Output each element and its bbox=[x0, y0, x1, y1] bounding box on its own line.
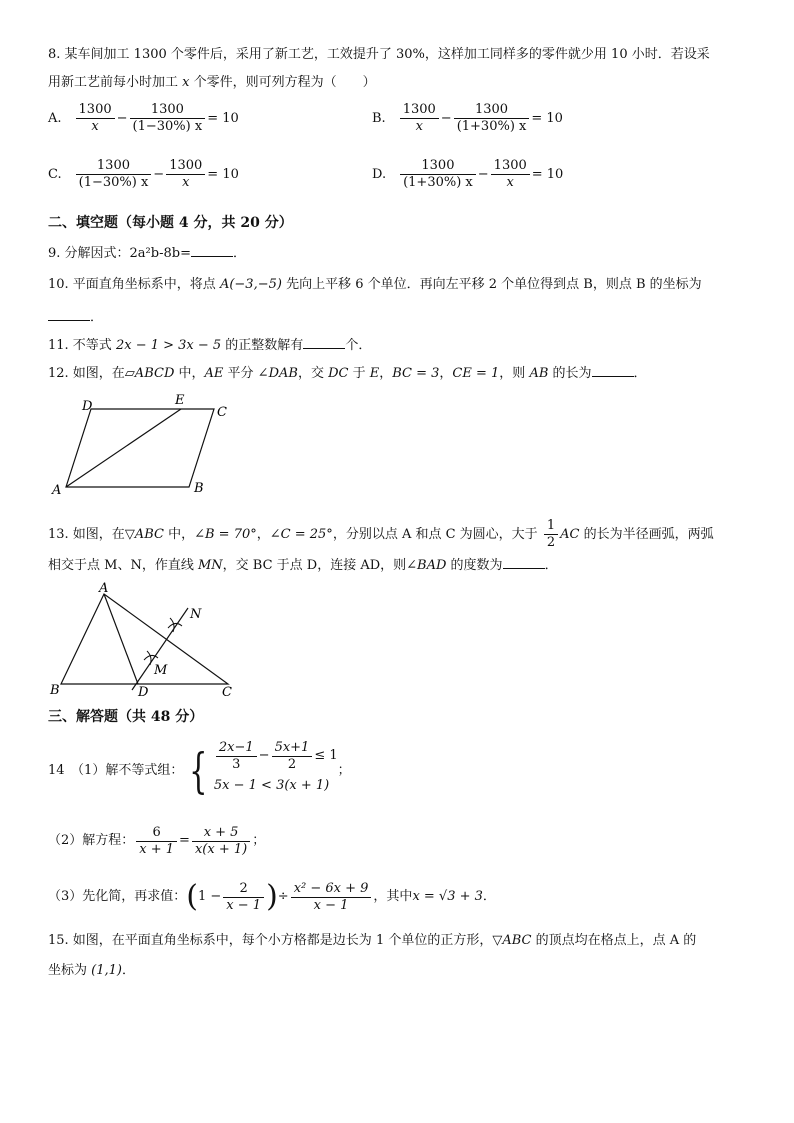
inequality-system bbox=[183, 741, 337, 801]
q14-p3-end: ． bbox=[482, 889, 496, 904]
q12-text: 中， bbox=[174, 366, 205, 381]
q13-angle-c: ∠C = 25° bbox=[269, 527, 333, 542]
frac-den: x bbox=[182, 175, 190, 190]
answer-blank[interactable] bbox=[592, 364, 634, 377]
frac-num: 1300 bbox=[130, 102, 206, 119]
option-label: D. bbox=[372, 167, 387, 182]
fraction bbox=[491, 158, 530, 191]
q12-segment: AB bbox=[529, 366, 549, 381]
frac-den: 2 bbox=[287, 756, 297, 772]
frac-num: 1300 bbox=[76, 158, 152, 175]
q13-angle-bad: ∠BAD bbox=[406, 558, 447, 573]
fraction bbox=[223, 881, 264, 914]
q14-p2-end: ； bbox=[252, 833, 266, 848]
frac-den: x(x + 1) bbox=[194, 841, 248, 857]
section3-title: 三、解答题（共 48 分） bbox=[48, 709, 204, 725]
q8-text-a: 用新工艺前每小时加工 bbox=[48, 75, 183, 90]
fraction bbox=[291, 881, 372, 914]
parallelogram-abcd bbox=[66, 409, 214, 487]
q12-parallelogram: ▱ABCD bbox=[124, 366, 175, 381]
q12-segment: AE bbox=[204, 366, 224, 381]
label-c: C bbox=[217, 405, 227, 420]
answer-blank[interactable] bbox=[191, 244, 233, 257]
fraction bbox=[166, 158, 205, 191]
frac-num: 6 bbox=[136, 825, 177, 842]
arc-mark-m2 bbox=[147, 651, 151, 665]
frac-num: 1300 bbox=[400, 158, 476, 175]
frac-den: x bbox=[506, 175, 514, 190]
fraction bbox=[136, 825, 177, 858]
operator: − bbox=[477, 167, 489, 182]
q12-text: ，则 bbox=[499, 366, 530, 381]
q9-end: ． bbox=[232, 246, 246, 261]
frac-den: (1+30%) x bbox=[403, 175, 473, 190]
q8-option-d[interactable] bbox=[372, 158, 563, 191]
fraction bbox=[454, 102, 530, 135]
q10-end: ． bbox=[90, 310, 104, 325]
q8-line1 bbox=[48, 46, 710, 64]
q12-given: BC = 3 bbox=[392, 366, 440, 381]
q13-triangle: ▽ABC bbox=[124, 527, 164, 542]
q13-text: ，交 BC 于点 D，连接 AD，则 bbox=[222, 558, 407, 573]
q14-part3 bbox=[48, 874, 496, 920]
frac-den: x − 1 bbox=[226, 897, 262, 913]
q12-segment: DC bbox=[328, 366, 349, 381]
equals: = bbox=[179, 833, 190, 848]
paren-close-icon: ) bbox=[266, 879, 278, 914]
frac-den: (1−30%) x bbox=[78, 175, 149, 190]
q14-p2-label: （2）解方程： bbox=[48, 833, 135, 848]
q15-line1 bbox=[48, 932, 696, 950]
triangle-abc bbox=[61, 594, 228, 684]
q13-line2 bbox=[48, 556, 558, 575]
fraction bbox=[192, 825, 250, 858]
fraction-half bbox=[544, 518, 558, 551]
q14-p1-label: 14 （1）解不等式组： bbox=[48, 763, 184, 778]
q13-text: 相交于点 M、N，作直线 bbox=[48, 558, 198, 573]
q12-point: E bbox=[369, 366, 380, 381]
q12-given: CE = 1 bbox=[452, 366, 500, 381]
operator: − bbox=[440, 111, 452, 126]
label-m: M bbox=[154, 663, 168, 678]
q13-text: 的长为半径画弧，两弧 bbox=[579, 527, 714, 542]
q8-option-a[interactable] bbox=[48, 102, 239, 135]
segment-ad bbox=[104, 594, 138, 684]
frac-den: x + 1 bbox=[139, 841, 175, 857]
q14-part1 bbox=[48, 738, 351, 804]
operator: − bbox=[258, 748, 270, 763]
section3-heading bbox=[48, 708, 203, 726]
q13-text: 的度数为 bbox=[446, 558, 503, 573]
q10-point: A(−3,−5) bbox=[219, 277, 282, 292]
one-minus: 1 − bbox=[198, 889, 222, 904]
system-row-2 bbox=[214, 771, 338, 801]
divide: ÷ bbox=[277, 889, 289, 904]
row2-text: 5x − 1 < 3(x + 1) bbox=[213, 778, 330, 793]
option-label: B. bbox=[372, 111, 386, 126]
label-d: D bbox=[82, 399, 93, 414]
q11 bbox=[48, 336, 371, 355]
label-e: E bbox=[175, 393, 185, 408]
q15-line2 bbox=[48, 962, 135, 980]
q13-end: ． bbox=[544, 558, 558, 573]
fraction bbox=[400, 102, 439, 135]
frac-num: x + 5 bbox=[192, 825, 250, 842]
q8-line2 bbox=[48, 74, 376, 92]
frac-num: 2x−1 bbox=[216, 740, 257, 757]
figure-parallelogram bbox=[44, 392, 244, 502]
q13-angle-b: ∠B = 70° bbox=[194, 527, 257, 542]
q8-option-c[interactable] bbox=[48, 158, 239, 191]
label-d: D bbox=[138, 685, 149, 700]
q10-text-a: 10. 平面直角坐标系中，将点 bbox=[48, 277, 220, 292]
q15-coord: (1,1) bbox=[91, 963, 122, 978]
system-rows bbox=[214, 741, 338, 801]
q12-text: 的长为 bbox=[548, 366, 592, 381]
label-c: C bbox=[222, 685, 232, 700]
fraction bbox=[76, 158, 152, 191]
section2-title: 二、填空题（每小题 4 分，共 20 分） bbox=[48, 215, 293, 231]
where-text: ，其中 bbox=[373, 889, 413, 904]
frac-num: 1300 bbox=[400, 102, 439, 119]
fraction bbox=[272, 740, 313, 773]
frac-den: (1−30%) x bbox=[132, 119, 203, 134]
q13-text: 13. 如图，在 bbox=[48, 527, 125, 542]
frac-num: 1 bbox=[544, 518, 558, 535]
q14-p1-end: ； bbox=[337, 763, 351, 778]
rhs: = 10 bbox=[531, 111, 563, 126]
q14-part2 bbox=[48, 818, 265, 864]
q8-var: x bbox=[182, 75, 190, 90]
q14-p3-label: （3）先化简，再求值： bbox=[48, 889, 187, 904]
q13-text: ，分别以点 A 和点 C 为圆心，大于 bbox=[332, 527, 542, 542]
section2-heading bbox=[48, 214, 293, 232]
label-a: A bbox=[52, 483, 62, 498]
fraction bbox=[130, 102, 206, 135]
rhs: = 10 bbox=[207, 111, 239, 126]
q9-text: 9. 分解因式：2a²b-8b= bbox=[48, 246, 191, 261]
label-n: N bbox=[190, 607, 202, 622]
option-label: C. bbox=[48, 167, 62, 182]
system-row-1 bbox=[214, 741, 338, 771]
q12-text: 平分 bbox=[223, 366, 258, 381]
frac-num: 1300 bbox=[491, 158, 530, 175]
frac-den: x bbox=[415, 119, 423, 134]
q15-triangle: ▽ABC bbox=[492, 933, 532, 948]
q12-end: ． bbox=[633, 366, 647, 381]
frac-den: 3 bbox=[232, 756, 241, 772]
q10 bbox=[48, 276, 702, 294]
q15-text: 15. 如图，在平面直角坐标系中，每个小方格都是边长为 1 个单位的正方形， bbox=[48, 933, 493, 948]
q15-text: 坐标为 bbox=[48, 963, 92, 978]
option-label: A. bbox=[48, 111, 62, 126]
frac-num: 1300 bbox=[76, 102, 115, 119]
q12-text: ， bbox=[379, 366, 393, 381]
answer-blank[interactable] bbox=[503, 556, 545, 569]
frac-num: 1300 bbox=[166, 158, 205, 175]
fraction bbox=[400, 158, 476, 191]
q11-text-a: 11. 不等式 bbox=[48, 338, 116, 353]
q11-inequality: 2x − 1 > 3x − 5 bbox=[115, 338, 222, 353]
frac-num: 1300 bbox=[454, 102, 530, 119]
frac-num: 2 bbox=[223, 881, 264, 898]
q8-text-b: 个零件，则可列方程为（ ） bbox=[189, 75, 376, 90]
q15-end: ． bbox=[121, 963, 135, 978]
label-a: A bbox=[99, 582, 109, 596]
brace-icon: { bbox=[189, 743, 208, 799]
q12 bbox=[48, 364, 647, 383]
q12-text: 12. 如图，在 bbox=[48, 366, 125, 381]
q13-text: 中， bbox=[163, 527, 195, 542]
label-b: B bbox=[50, 683, 60, 698]
q10-line2 bbox=[48, 308, 103, 327]
label-b: B bbox=[194, 481, 204, 496]
q13-text: ， bbox=[256, 527, 270, 542]
operator: − bbox=[116, 111, 128, 126]
q12-text: ，交 bbox=[297, 366, 329, 381]
q13-line-mn: MN bbox=[197, 558, 223, 573]
fraction bbox=[216, 740, 257, 773]
operator: − bbox=[153, 167, 165, 182]
frac-den: (1+30%) x bbox=[456, 119, 527, 134]
frac-den: 2 bbox=[546, 535, 556, 550]
segment-ae bbox=[66, 409, 181, 487]
q10-text-b: 先向上平移 6 个单位．再向左平移 2 个单位得到点 B，则点 B 的坐标为 bbox=[281, 277, 702, 292]
paren-open-icon: ( bbox=[186, 879, 198, 914]
rhs: = 10 bbox=[207, 167, 239, 182]
q13-segment: AC bbox=[560, 527, 580, 542]
rhs: ≤ 1 bbox=[314, 748, 338, 763]
q12-text: 于 bbox=[348, 366, 370, 381]
rhs: = 10 bbox=[531, 167, 564, 182]
q8-option-b[interactable] bbox=[372, 102, 563, 135]
q11-text-b: 的正整数解有 bbox=[221, 338, 304, 353]
fraction bbox=[76, 102, 115, 135]
figure-triangle bbox=[44, 582, 244, 700]
q8-text: 8. 某车间加工 1300 个零件后，采用了新工艺，工效提升了 30%，这样加工同样多的零件就少用 10 小时．若设采 bbox=[48, 47, 710, 62]
q9 bbox=[48, 244, 246, 263]
q12-text: ， bbox=[439, 366, 453, 381]
frac-den: x − 1 bbox=[313, 897, 349, 913]
answer-blank[interactable] bbox=[48, 308, 90, 321]
answer-blank[interactable] bbox=[303, 336, 345, 349]
x-value: x = √3 + 3 bbox=[412, 889, 483, 904]
frac-num: 5x+1 bbox=[272, 740, 313, 757]
q11-end: 个． bbox=[345, 338, 372, 353]
q12-angle: ∠DAB bbox=[257, 366, 298, 381]
q15-text: 的顶点均在格点上，点 A 的 bbox=[531, 933, 697, 948]
frac-den: x bbox=[91, 119, 99, 134]
frac-num: x² − 6x + 9 bbox=[291, 881, 372, 898]
q13-line1 bbox=[48, 518, 714, 551]
